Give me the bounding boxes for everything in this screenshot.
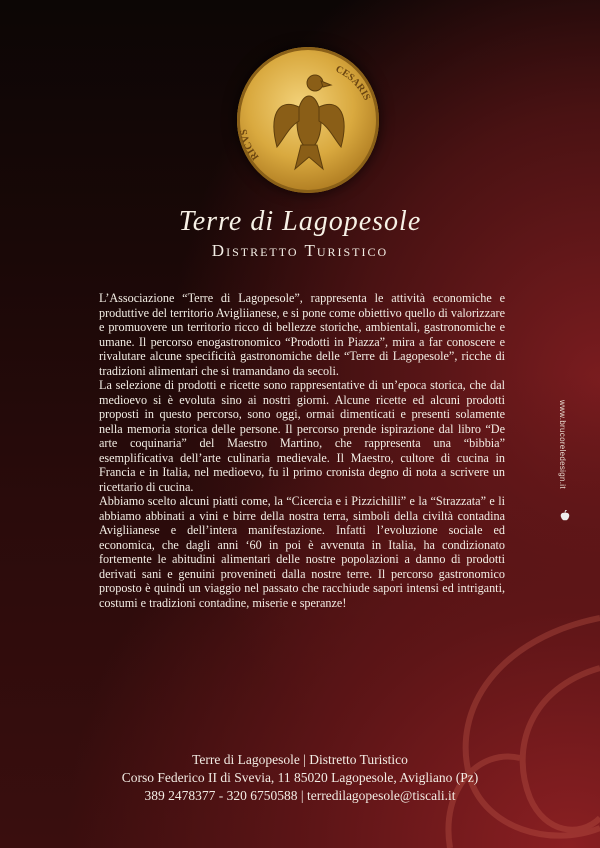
- coin-legend-left: RICVS: [238, 128, 262, 162]
- apple-logo-icon: [560, 510, 570, 522]
- eagle-icon: [237, 47, 379, 193]
- body-paragraph: Abbiamo scelto alcuni piatti come, la “Cicercia e i Pizzichilli” e la “Strazzata” e li abbiamo abbinati a vini e birre della nostra terra, simboli della civiltà contadina Avigliianese e dell’intera manifestazione. Infatti l’evoluzione sociale ed economica, che dagli anni ‘60 in poi è avvenuta in Italia, ha condizionato fortemente le abitudini alimentari delle nostre popolazioni a danno di prodotti derivati sani e genuini provenineti dalla nostre terre. Il percorso gastronomico proposto è quindi un viaggio nel passato che racchiude sapori intensi ed intriganti, costumi e tradizioni contadine, miserie e speranze!: [99, 494, 505, 610]
- page-subtitle: Distretto Turistico: [211, 241, 389, 260]
- svg-text:CESARIS: [334, 64, 373, 103]
- page-title: Terre di Lagopesole: [178, 206, 422, 237]
- footer-contact: [0, 751, 600, 805]
- coin-legend-right: CESARIS: [333, 63, 373, 103]
- footer-line-name: Terre di Lagopesole | Distretto Turistico: [192, 752, 408, 767]
- svg-text:RICVS: [238, 128, 261, 162]
- eagle-coin-emblem: [237, 47, 379, 193]
- footer-line-contacts: 389 2478377 - 320 6750588 | terredilagopesole@tiscali.it: [144, 788, 456, 803]
- body-text: [99, 291, 505, 610]
- footer-line-address: Corso Federico II di Svevia, 11 85020 Lagopesole, Avigliano (Pz): [121, 770, 479, 785]
- designer-url: www.brucoreledesign.it: [558, 400, 567, 489]
- body-paragraph: L’Associazione “Terre di Lagopesole”, rappresenta le attività economiche e produttive del territorio Avigliianese, e si pone come obiettivo quello di valorizzare e promuovere un territorio ricco di bellezze storiche, ambientali, gastronomiche e umane. Il percorso enogastronomico “Prodotti in Piazza”, mira a far conoscere e rivalutare alcune specificità gastronomiche delle “Terre di Lagopesole”, ricche di tradizioni alimentari che si tramandano da secoli.: [99, 291, 505, 378]
- body-paragraph: La selezione di prodotti e ricette sono rappresentative di un’epoca storica, che dal medioevo si è evoluta sino ai nostri giorni. Alcune ricette ed alcuni prodotti proposti in questo percorso, sono oggi, ormai dimenticati e presenti solamente nella memoria storica delle persone. Il percorso prende ispirazione dal libro “De arte coquinaria” del Maestro Martino, che rappresenta una “bibbia” esemplificativa dell’arte culinaria medievale. Il Maestro, cultore di cucina in Francia e in Italia, nel medioevo, fu il primo cronista degno di nota a scrivere un ricettario di cucina.: [99, 378, 505, 494]
